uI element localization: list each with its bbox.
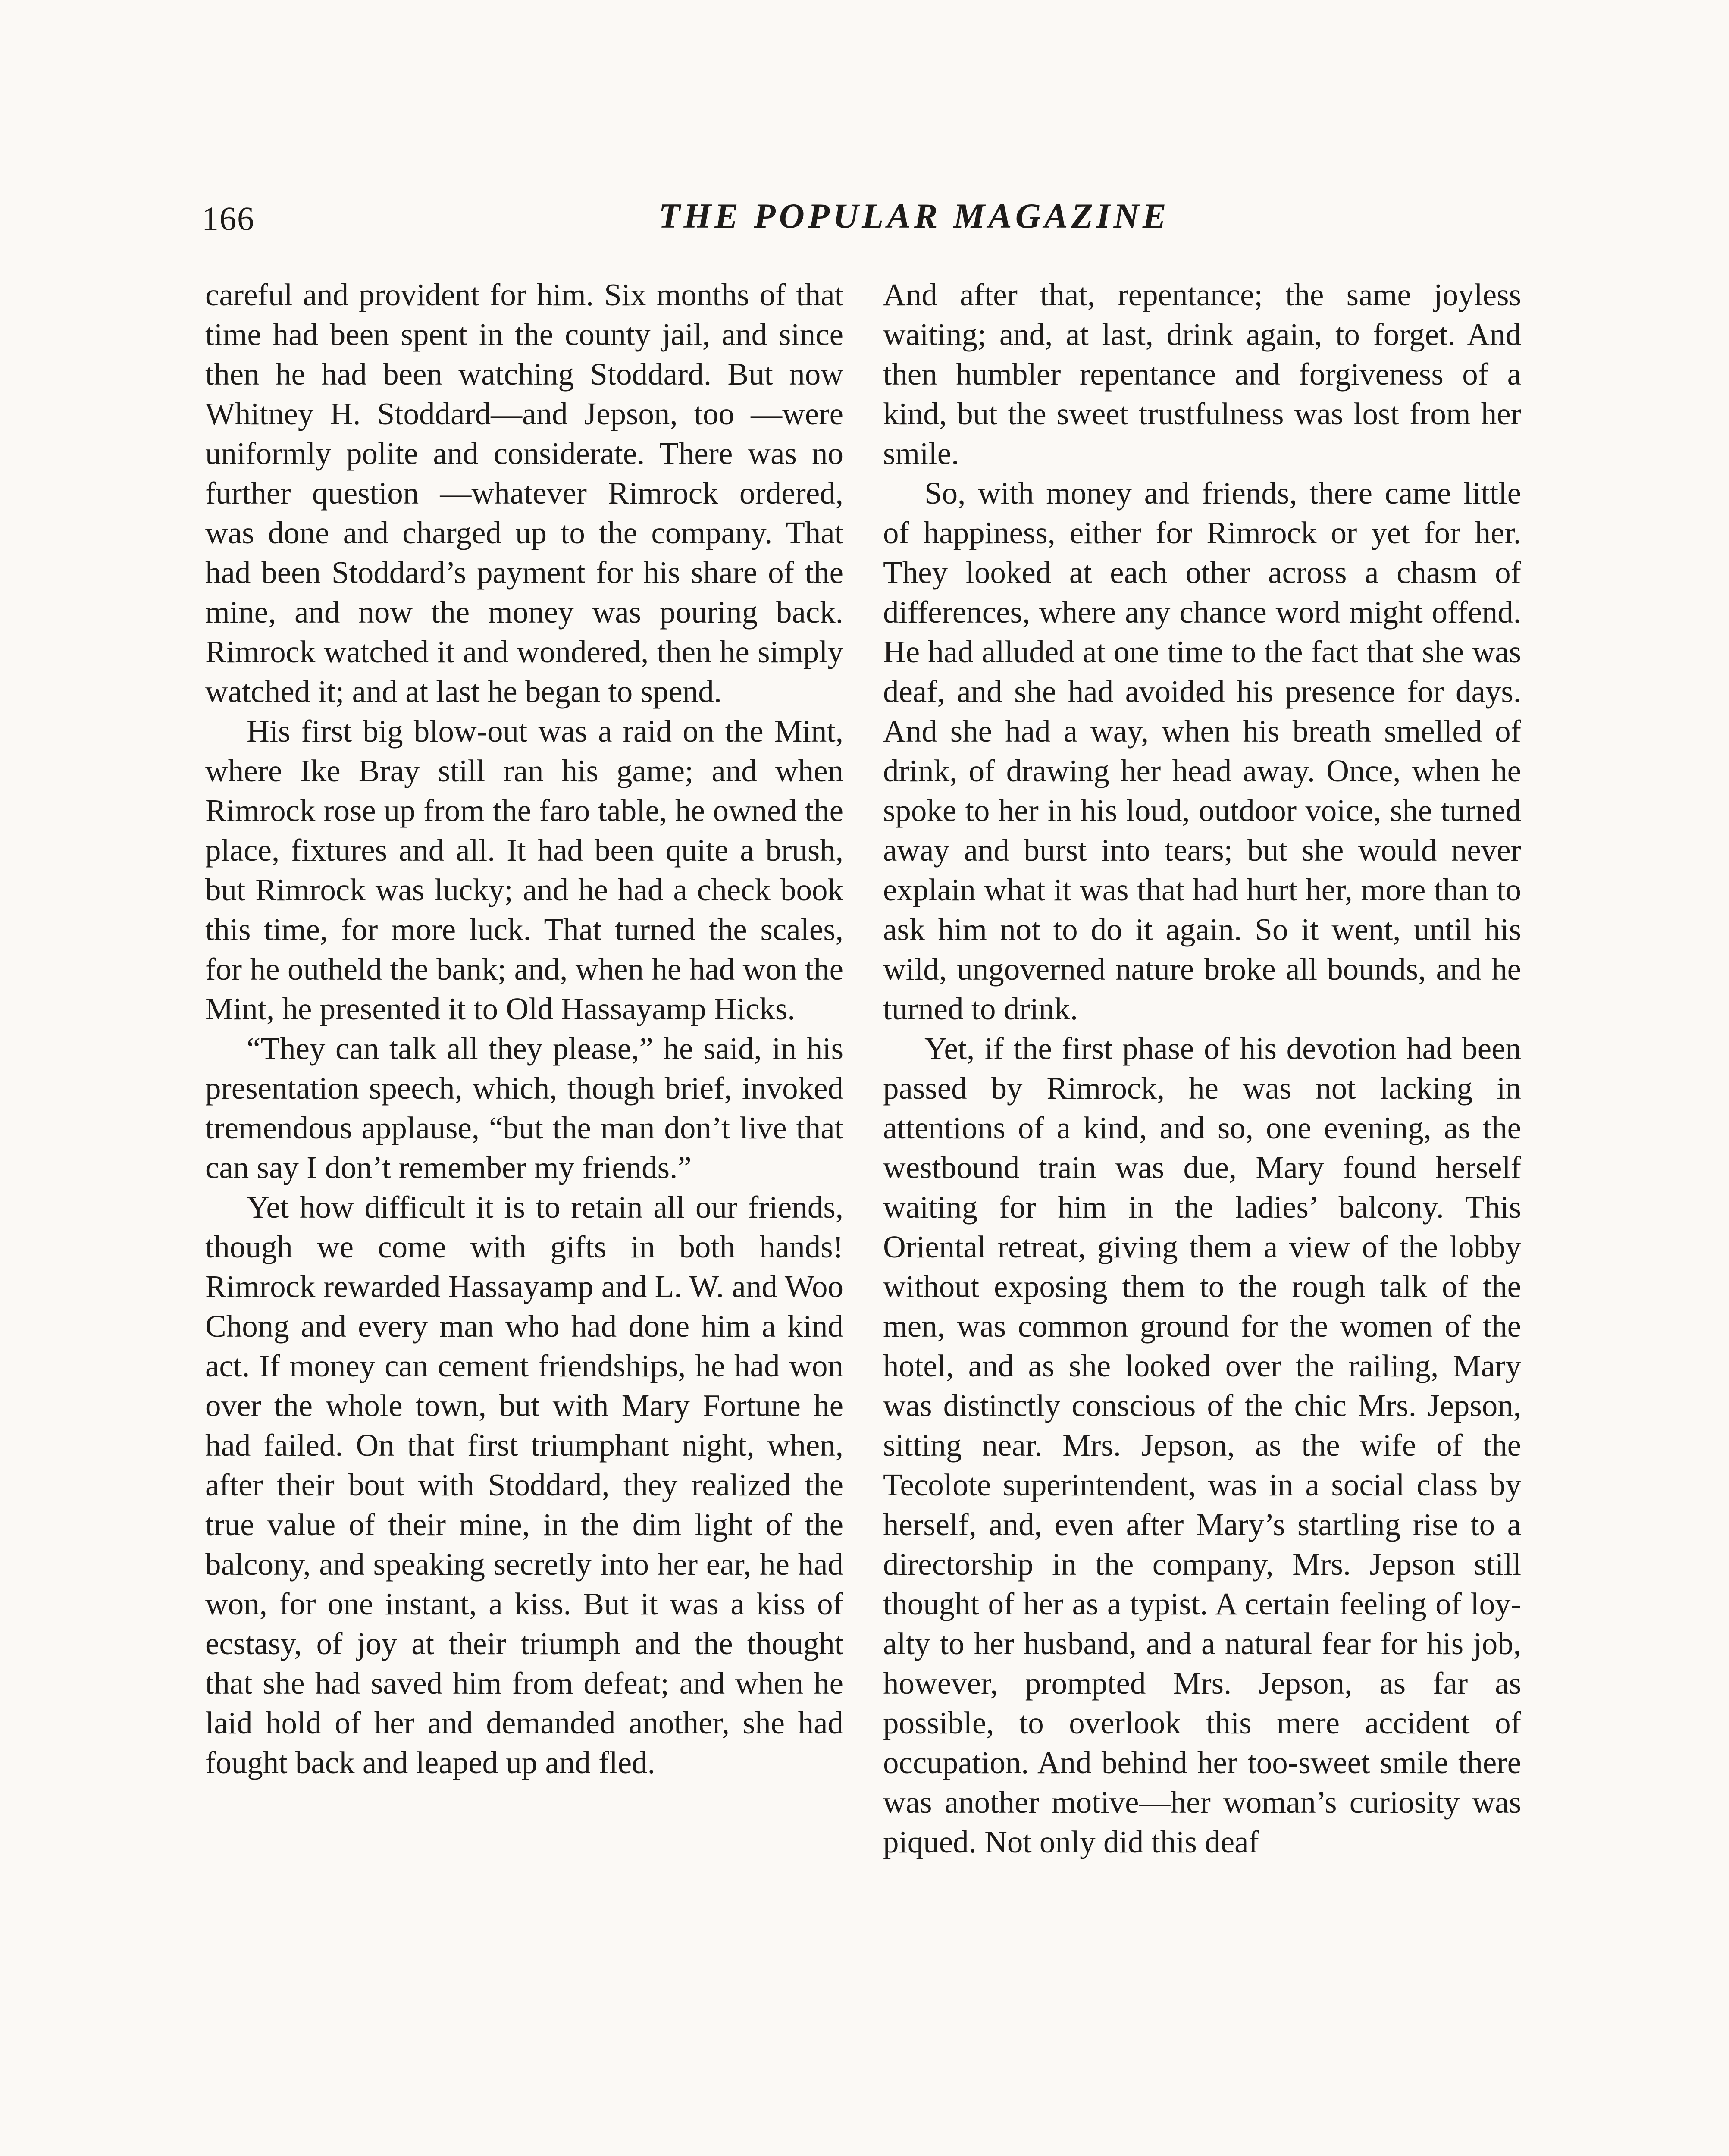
page-number: 166 (202, 200, 255, 237)
right-column (883, 275, 1521, 1862)
paragraph: “They can talk all they please,” he said, in his presentation speech, which, though brief, invoked tremendous applause, “but the man don’t live that can say I don’t remember my friends.” (205, 1031, 843, 1185)
running-title: THE POPULAR MAGAZINE (658, 196, 1170, 235)
paragraph: His first big blow-out was a raid on the Mint, where Ike Bray still ran his game; and when Rimrock rose up from the faro table, he owned the place, fixtures and all. It had been quite a brush, but Rimrock was lucky; and he had a check book this time, for more luck. That turned the scales, for he outheld the bank; and, when he had won the Mint, he presented it to Old Hassayamp Hicks. (205, 714, 843, 1026)
paragraph: So, with money and friends, there came little of happiness, either for Rimrock or yet for her. They looked at each other across a chasm of differences, where any chance word might offend. He had alluded at one time to the fact that she was deaf, and she had avoided his presence for days. And she had a way, when his breath smelled of drink, of drawing her head away. Once, when he spoke to her in his loud, outdoor voice, she turned away and burst into tears; but she would never explain what it was that had hurt her, more than to ask him not to do it again. So it went, until his wild, ungoverned nature broke all bounds, and he turned to drink. (883, 476, 1521, 1026)
left-column (205, 275, 843, 1783)
paragraph: careful and provident for him. Six months of that time had been spent in the county jail, and since then he had been watching Stoddard. But now Whitney H. Stoddard—and Jepson, too —were uniformly polite and considerate. There was no further question —whatever Rimrock ordered, was done and charged up to the company. That had been Stoddard’s payment for his share of the mine, and now the money was pouring back. Rimrock watched it and wondered, then he simply watched it; and at last he began to spend. (205, 277, 843, 709)
paragraph: And after that, repentance; the same joyless waiting; and, at last, drink again, to forget. And then humbler repentance and forgiveness of a kind, but the sweet trustfulness was lost from her smile. (883, 277, 1521, 471)
paragraph: Yet how difficult it is to retain all our friends, though we come with gifts in both hands! Rimrock rewarded Hassayamp and L. W. and Woo Chong and every man who had done him a kind act. If money can cement friendships, he had won over the whole town, but with Mary Fortune he had failed. On that first triumphant night, when, after their bout with Stoddard, they realized the true value of their mine, in the dim light of the balcony, and speaking secretly into her ear, he had won, for one instant, a kiss. But it was a kiss of ecstasy, of joy at their triumph and the thought that she had saved him from defeat; and when he laid hold of her and demanded another, she had fought back and leaped up and fled. (205, 1190, 843, 1780)
paragraph: Yet, if the first phase of his devotion had been passed by Rimrock, he was not lacking in attentions of a kind, and so, one evening, as the westbound train was due, Mary found herself waiting for him in the ladies’ balcony. This Oriental retreat, giving them a view of the lobby without exposing them to the rough talk of the men, was common ground for the women of the hotel, and as she looked over the railing, Mary was distinctly conscious of the chic Mrs. Jepson, sitting near. Mrs. Jepson, as the wife of the Tecolote superintendent, was in a social class by herself, and, even after Mary’s startling rise to a directorship in the company, Mrs. Jepson still thought of her as a typist. A certain feeling of loyalty to her husband, and a natural fear for his job, however, prompted Mrs. Jepson, as far as possible, to overlook this mere accident of occupation. And behind her too-sweet smile there was another motive—her woman’s curiosity was piqued. Not only did this deaf (883, 1031, 1521, 1859)
